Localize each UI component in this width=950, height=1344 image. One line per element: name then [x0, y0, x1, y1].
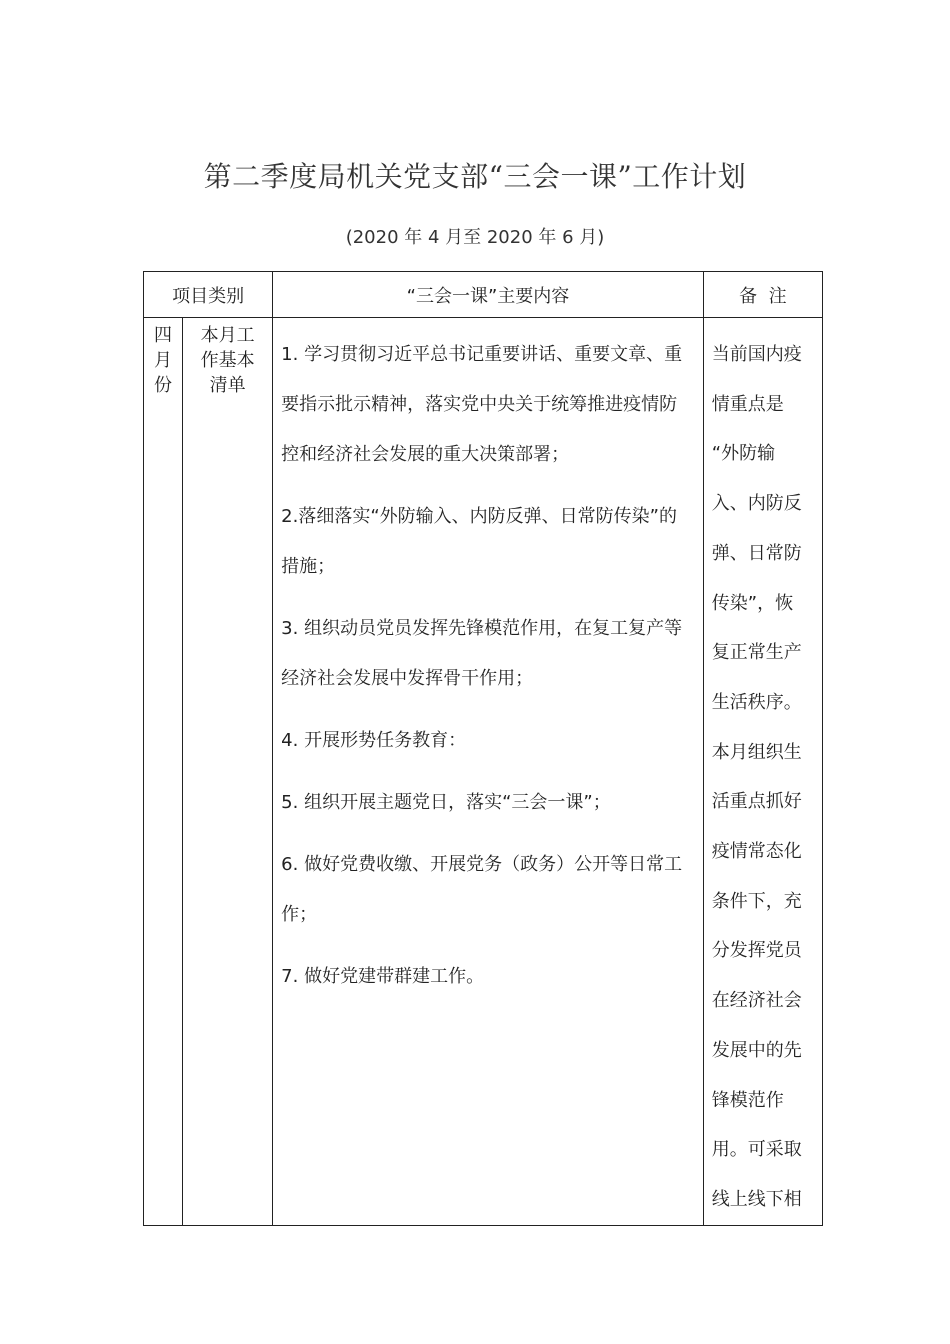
note-line: 发展中的先 [711, 1039, 802, 1061]
work-plan-table [143, 271, 823, 1226]
note-line: “外防输 [711, 443, 776, 465]
category-line: 作基本 [200, 350, 255, 371]
page-title: 第二季度局机关党支部“三会一课”工作计划 [203, 160, 747, 193]
table-row [144, 318, 823, 1226]
note-line: 当前国内疫 [711, 344, 802, 365]
note-line: 生活秩序。 [711, 691, 802, 713]
header-note: 备 注 [703, 272, 822, 318]
note-line: 线上线下相 [711, 1188, 802, 1210]
header-content: “三会一课”主要内容 [273, 272, 704, 318]
content-item: 3. 组织动员党员发挥先锋模范作用，在复工复产等经济社会发展中发挥骨干作用； [281, 618, 683, 689]
category-line: 本月工 [200, 325, 255, 346]
note-line: 情重点是 [711, 393, 784, 415]
content-item: 2.落细落实“外防输入、内防反弹、日常防传染”的措施； [281, 506, 677, 577]
month-cell [144, 318, 183, 1226]
content-item: 4. 开展形势任务教育： [281, 730, 467, 751]
note-line: 弹、日常防 [711, 542, 802, 564]
month-char: 四 [154, 325, 173, 346]
note-line: 在经济社会 [711, 990, 802, 1012]
header-category: 项目类别 [144, 272, 273, 318]
note-line: 复正常生产 [711, 642, 802, 664]
note-line: 传染”，恢 [711, 592, 794, 614]
category-cell [183, 318, 273, 1226]
category-line: 清单 [209, 375, 246, 396]
content-item: 6. 做好党费收缴、开展党务（政务）公开等日常工作； [281, 854, 683, 925]
note-cell [703, 318, 822, 1226]
note-line: 活重点抓好 [711, 791, 802, 813]
note-line: 条件下，充 [711, 890, 802, 912]
note-line: 疫情常态化 [711, 841, 802, 863]
content-item: 5. 组织开展主题党日，落实“三会一课”； [281, 792, 611, 813]
month-char: 月 [154, 350, 173, 371]
content-cell [273, 318, 704, 1226]
date-range-subtitle: (2020 年 4 月至 2020 年 6 月) [345, 227, 605, 248]
note-line: 本月组织生 [711, 741, 802, 763]
note-line: 锋模范作 [711, 1089, 784, 1111]
note-line: 入、内防反 [711, 493, 802, 515]
note-line: 分发挥党员 [711, 940, 802, 962]
month-char: 份 [154, 375, 173, 396]
content-item: 7. 做好党建带群建工作。 [281, 966, 485, 987]
table-header-row [144, 272, 823, 318]
note-line: 用。可采取 [711, 1139, 802, 1161]
content-item: 1. 学习贯彻习近平总书记重要讲话、重要文章、重要指示批示精神，落实党中央关于统筹推进疫情防控和经济社会发展的重大决策部署； [281, 344, 683, 465]
